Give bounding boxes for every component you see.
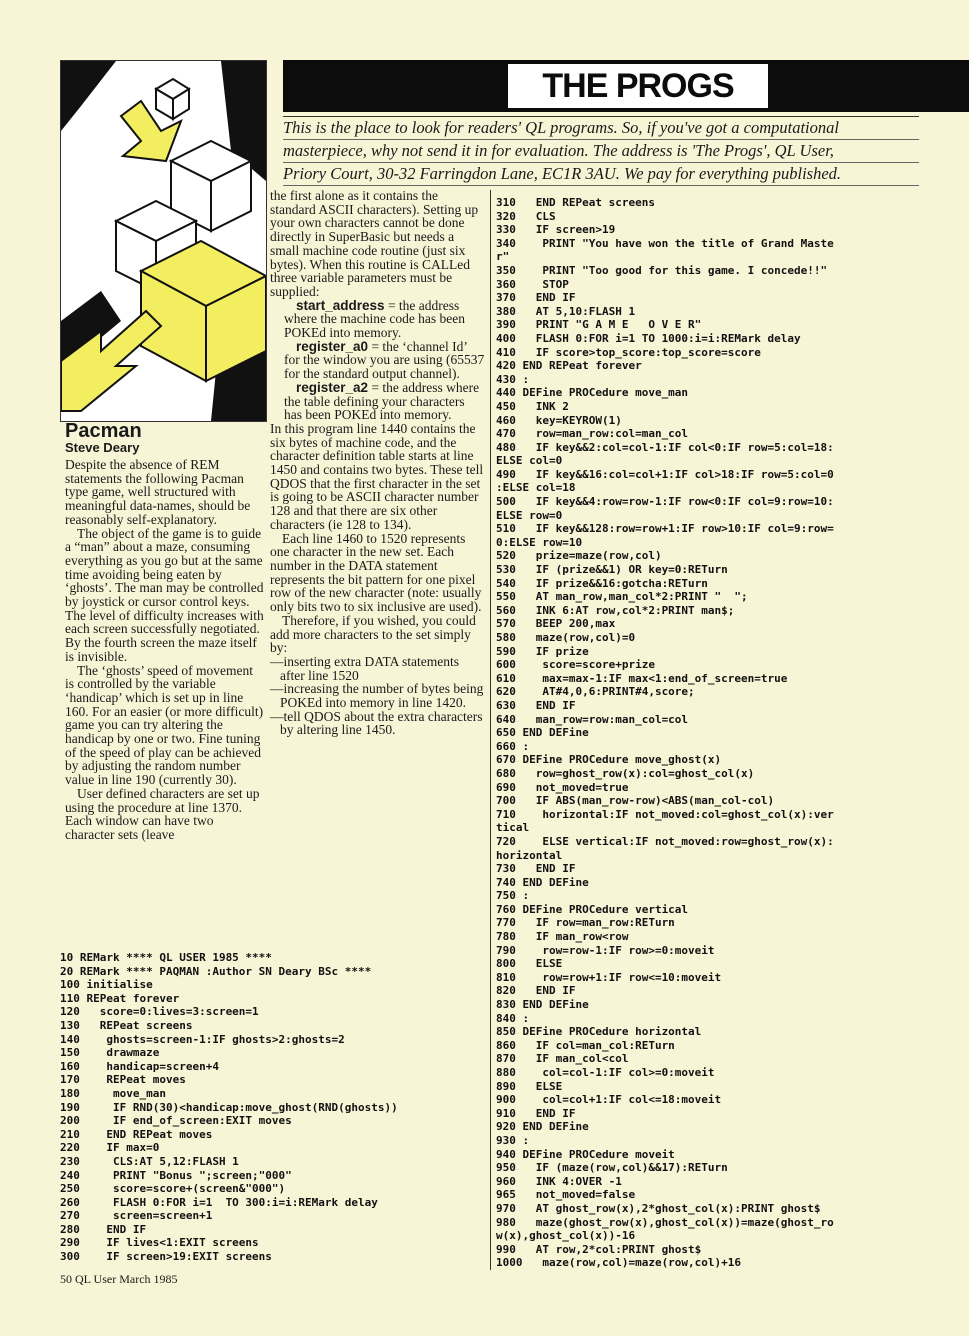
- paragraph: Despite the absence of REM statements the following Pacman type game, well structured with meaningful data-names, should be reasonably self-explanatory.: [65, 457, 251, 527]
- list-item: —tell QDOS about the extra characters by altering line 1450.: [270, 708, 483, 738]
- intro-line: This is the place to look for readers' QL programs. So, if you've got a computational: [283, 117, 919, 140]
- page-footer: 50 QL User March 1985: [60, 1272, 178, 1286]
- paragraph: Each line 1460 to 1520 represents one character in the new set. Each number in the DATA statement represents the bit pattern for one pixel row of the new character (note: usually only bits two to six inclusive are used).: [270, 530, 482, 615]
- article-author: Steve Deary: [65, 440, 140, 455]
- list-item: —inserting extra DATA statements after line 1520: [270, 653, 460, 683]
- list-item: —increasing the number of bytes being POKEd into memory in line 1420.: [270, 681, 484, 711]
- paragraph: Therefore, if you wished, you could add more characters to the set simply by:: [270, 612, 476, 656]
- intro-line: Priory Court, 30-32 Farringdon Lane, EC1R 3AU. We pay for everything published.: [283, 163, 919, 186]
- definition-item: register_a0 = the ‘channel Id’ for the window you are using (65537 for the standard output channel).: [284, 338, 485, 382]
- intro-line: masterpiece, why not send it in for evaluation. The address is 'The Progs', QL User,: [283, 140, 919, 163]
- article-title: Pacman: [65, 420, 142, 442]
- paragraph: In this program line 1440 contains the six bytes of machine code, and the character definition table starts at line 1450 and contains two bytes. These tell QDOS that the first character in the set is going to be ASCII character number 128 and that there are six other characters (ie 128 to 134).: [270, 420, 484, 532]
- code-listing-left: 10 REMark **** QL USER 1985 **** 20 REMark **** PAQMAN :Author SN Deary BSc **** 100 initialise 110 REPeat forever 120 score=0:lives=3:screen=1 130 REPeat screens 140 ghosts=screen-1:IF ghosts>2:ghosts=2 150 drawmaze 160 handicap=screen+4 170 REPeat moves 180 move_man 190 IF RND(30)<handicap:move_ghost(RND(ghosts)) 200 IF end_of_screen:EXIT moves 210 END REPeat moves 220 IF max=0 230 CLS:AT 5,12:FLASH 1 240 PRINT "Bonus ";screen;"000" 250 score=score+(screen&"000") 260 FLASH 0:FOR i=1 TO 300:i=i:REMark delay 270 screen=screen+1 280 END IF 290 IF lives<1:EXIT screens 300 IF screen>19:EXIT screens: [60, 951, 398, 1264]
- article-column-1: [65, 458, 265, 842]
- section-title: THE PROGS: [508, 64, 768, 108]
- paragraph: The ‘ghosts’ speed of movement is controlled by the variable ‘handicap’ which is set up in line 160. For an easier (or more difficult) game you can try altering the handicap by one or two. Fine tuning of the speed of play can be achieved by adjusting the random number value in line 190 (currently 30).: [65, 662, 264, 788]
- definition-item: register_a2 = the address where the table defining your characters has been POKEd into memory.: [284, 379, 480, 423]
- cubes-arrows-graphic: [61, 61, 266, 421]
- column-divider: [490, 190, 491, 1270]
- section-banner: [283, 60, 969, 112]
- paragraph: User defined characters are set up using the procedure at line 1370. Each window can have two character sets (leave: [65, 785, 260, 842]
- code-listing-right: 310 END REPeat screens 320 CLS 330 IF screen>19 340 PRINT "You have won the title of Grand Maste r" 350 PRINT "Too good for this game. I concede!!" 360 STOP 370 END IF 380 AT 5,10:FLASH 1 390 PRINT "G A M E O V E R" 400 FLASH 0:FOR i=1 TO 1000:i=i:REMark delay 410 IF score>top_score:top_score=score 420 END REPeat forever 430 : 440 DEFine PROCedure move_man 450 INK 2 460 key=KEYROW(1) 470 row=man_row:col=man_col 480 IF key&&2:col=col-1:IF col<0:IF row=5:col=18: ELSE col=0 490 IF key&&16:col=col+1:IF col>18:IF row=5:col=0 :ELSE col=18 500 IF key&&4:row=row-1:IF row<0:IF col=9:row=10: ELSE row=0 510 IF key&&128:row=row+1:IF row>10:IF col=9:row= 0:ELSE row=10 520 prize=maze(row,col) 530 IF (prize&&1) OR key=0:RETurn 540 IF prize&&16:gotcha:RETurn 550 AT man_row,man_col*2:PRINT " "; 560 INK 6:AT row,col*2:PRINT man$; 570 BEEP 200,max 580 maze(row,col)=0 590 IF prize 600 score=score+prize 610 max=max-1:IF max<1:end_of_screen=true 620 AT#4,0,6:PRINT#4,score; 630 END IF 640 man_row=row:man_col=col 650 END DEFine 660 : 670 DEFine PROCedure move_ghost(x) 680 row=ghost_row(x):col=ghost_col(x) 690 not_moved=true 700 IF ABS(man_row-row)<ABS(man_col-col) 710 horizontal:IF not_moved:col=ghost_col(x):ver tical 720 ELSE vertical:IF not_moved:row=ghost_row(x): horizontal 730 END IF 740 END DEFine 750 : 760 DEFine PROCedure vertical 770 IF row=man_row:RETurn 780 IF man_row<row 790 row=row-1:IF row>=0:moveit 800 ELSE 810 row=row+1:IF row<=10:moveit 820 END IF 830 END DEFine 840 : 850 DEFine PROCedure horizontal 860 IF col=man_col:RETurn 870 IF man_col<col 880 col=col-1:IF col>=0:moveit 890 ELSE 900 col=col+1:IF col<=18:moveit 910 END IF 920 END DEFine 930 : 940 DEFine PROCedure moveit 950 IF (maze(row,col)&&17):RETurn 960 INK 4:OVER -1 965 not_moved=false 970 AT ghost_row(x),2*ghost_col(x):PRINT ghost$ 980 maze(ghost_row(x),ghost_col(x))=maze(ghost_ro w(x),ghost_col(x))-16 990 AT row,2*col:PRINT ghost$ 1000 maze(row,col)=maze(row,col)+16: [496, 196, 834, 1270]
- paragraph: The object of the game is to guide a “man” about a maze, consuming everything as you go but at the same time avoiding being eaten by ‘ghosts’. The man may be controlled by joystick or cursor control keys. The level of difficulty increases with each screen successfully negotiated. By the fourth screen the maze itself is invisible.: [65, 525, 264, 664]
- illustration-cubes: [60, 60, 267, 422]
- intro-box: [283, 116, 919, 186]
- article-column-2: [270, 189, 485, 737]
- definition-item: start_address = the address where the machine code has been POKEd into memory.: [284, 297, 466, 341]
- paragraph: the first alone as it contains the standard ASCII characters). Setting up your own characters cannot be done directly in SuperBasic but needs a small machine code routine (just six bytes). When this routine is CALLed three variable parameters must be supplied:: [270, 188, 479, 299]
